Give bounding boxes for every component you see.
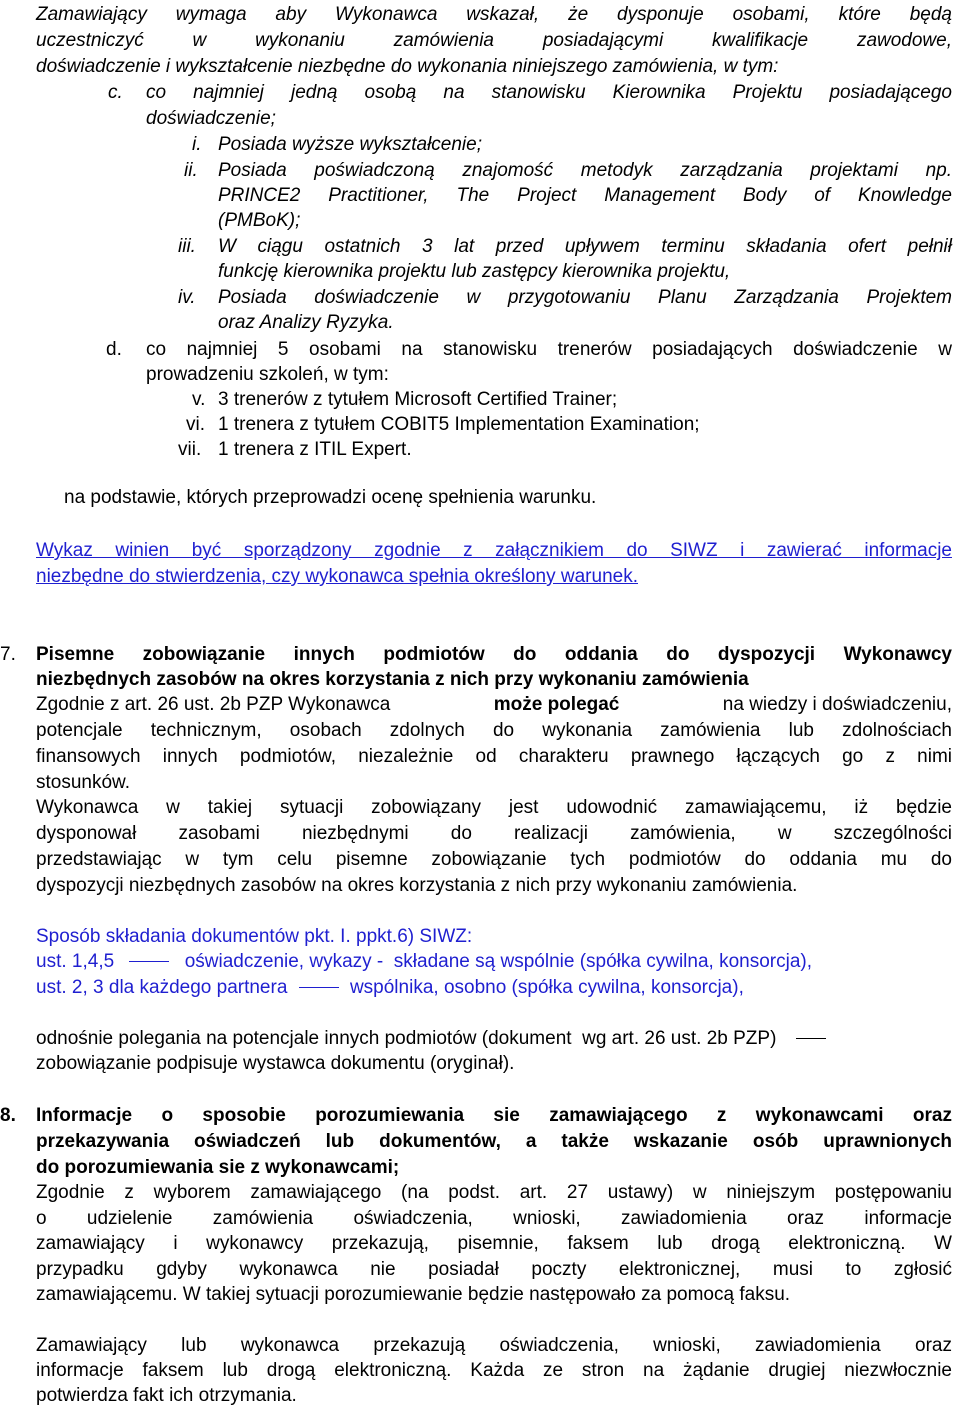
method-label: ust. 2, 3 dla każdego partnera: [36, 977, 288, 998]
paragraph-line: potwierdza fakt ich otrzymania.: [36, 1385, 297, 1406]
list-item-c: co najmniej jedną osobą na stanowisku Kierownika Projektu posiadającego: [146, 82, 952, 103]
list-marker-d: d.: [106, 339, 122, 360]
list-marker-c: c.: [108, 82, 123, 103]
dash-separator: [129, 961, 169, 962]
section-heading: niezbędnych zasobów na okres korzystania z nich przy wykonaniu zamówienia: [36, 669, 749, 690]
list-marker-iv: iv.: [178, 287, 196, 308]
list-item-iii: funkcję kierownika projektu lub zastępcy kierownika projektu,: [218, 261, 731, 282]
list-item-ii: (PMBoK);: [218, 210, 301, 231]
section-heading: Pisemne zobowiązanie innych podmiotów do oddania do dyspozycji Wykonawcy: [36, 644, 952, 665]
section-heading: przekazywania oświadczeń lub dokumentów, a także wskazanie osób uprawnionych: [36, 1131, 952, 1152]
intro-line: uczestniczyć w wykonaniu zamówienia posiadającymi kwalifikacje zawodowe,: [36, 30, 952, 51]
intro-line: Zamawiający wymaga aby Wykonawca wskazał, że dysponuje osobami, które będą: [36, 4, 952, 25]
dash-separator: [796, 1038, 826, 1039]
paragraph-line: informacje faksem lub drogą elektroniczną. Każda ze stron na żądanie drugiej niezwłocznie: [36, 1360, 952, 1381]
list-marker-i: i.: [192, 134, 202, 155]
reliance-text: odnośnie polegania na potencjale innych podmiotów (dokument wg art. 26 ust. 2b PZP): [36, 1028, 777, 1049]
list-item-vii: 1 trenera z ITIL Expert.: [218, 439, 412, 460]
list-item-v: 3 trenerów z tytułem Microsoft Certified Trainer;: [218, 389, 618, 410]
list-item-d: co najmniej 5 osobami na stanowisku trenerów posiadających doświadczenie w: [146, 339, 952, 360]
list-marker-v: v.: [192, 389, 206, 410]
paragraph-line: Zgodnie z wyborem zamawiającego (na podst. art. 27 ustawy) w niniejszym postępowaniu: [36, 1182, 952, 1203]
requirement-note: niezbędne do stwierdzenia, czy wykonawca spełnia określony warunek.: [36, 566, 638, 587]
paragraph-line: zamawiający i wykonawcy przekazują, pisemnie, faksem lub drogą elektroniczną. W: [36, 1233, 952, 1254]
reliance-line: zobowiązanie podpisuje wystawca dokumentu (oryginał).: [36, 1053, 515, 1074]
list-marker-vi: vi.: [186, 414, 205, 435]
paragraph-line: przedstawiając w tym celu pisemne zobowiązanie tych podmiotów do oddania mu do: [36, 849, 952, 870]
section-heading: Informacje o sposobie porozumiewania sie zamawiającego z wykonawcami oraz: [36, 1105, 952, 1126]
paragraph-line: Wykonawca w takiej sytuacji zobowiązany jest udowodnić zamawiającemu, iż będzie: [36, 797, 952, 818]
list-item-d: prowadzeniu szkoleń, w tym:: [146, 364, 389, 385]
list-marker-iii: iii.: [178, 236, 196, 257]
requirement-note: Wykaz winien być sporządzony zgodnie z załącznikiem do SIWZ i zawierać informacje: [36, 540, 952, 561]
paragraph-text: na wiedzy i doświadczeniu,: [717, 694, 952, 715]
list-item-c: doświadczenie;: [146, 108, 276, 129]
paragraph-line: dysponował zasobami niezbędnymi do realizacji zamówienia, w szczególności: [36, 823, 952, 844]
paragraph-line: o udzielenie zamówienia oświadczenia, wnioski, zawiadomienia oraz informacje: [36, 1208, 952, 1229]
paragraph-line: stosunków.: [36, 772, 130, 793]
paragraph-line: zamawiającemu. W takiej sytuacji porozumiewanie będzie następowało za pomocą faksu.: [36, 1284, 791, 1305]
submission-method-line: [36, 975, 744, 1001]
section-number: 7.: [0, 644, 16, 665]
submission-method-line: [36, 949, 812, 975]
method-text: oświadczenie, wykazy - składane są wspólnie (spółka cywilna, konsorcja),: [184, 951, 813, 972]
paragraph-line: dyspozycji niezbędnych zasobów na okres korzystania z nich przy wykonaniu zamówienia.: [36, 875, 798, 896]
intro-line: doświadczenie i wykształcenie niezbędne do wykonania niniejszego zamówienia, w tym:: [36, 56, 779, 77]
list-item-i: Posiada wyższe wykształcenie;: [218, 134, 482, 155]
list-item-vi: 1 trenera z tytułem COBIT5 Implementation Examination;: [218, 414, 700, 435]
reliance-line: [36, 1026, 826, 1052]
paragraph-line: finansowych innych podmiotów, niezależnie od charakteru prawnego łączących go z nimi: [36, 746, 952, 767]
method-text: wspólnika, osobno (spółka cywilna, konsorcja),: [349, 977, 744, 998]
section-number: 8.: [0, 1105, 16, 1126]
paragraph-line: Zamawiający lub wykonawca przekazują oświadczenia, wnioski, zawiadomienia oraz: [36, 1335, 952, 1356]
list-item-iv: Posiada doświadczenie w przygotowaniu Planu Zarządzania Projektem: [218, 287, 952, 308]
list-item-ii: Posiada poświadczoną znajomość metodyk zarządzania projektami np.: [218, 160, 952, 181]
section-heading: do porozumiewania sie z wykonawcami;: [36, 1157, 400, 1178]
paragraph-text: Zgodnie z art. 26 ust. 2b PZP Wykonawca: [36, 694, 396, 715]
list-item-iii: W ciągu ostatnich 3 lat przed upływem terminu składania ofert pełnił: [218, 236, 952, 257]
emphasis-text: może polegać: [493, 694, 620, 715]
list-item-iv: oraz Analizy Ryzyka.: [218, 312, 394, 333]
paragraph-line: [36, 692, 952, 718]
dash-separator: [299, 987, 339, 988]
submission-method-title: Sposób składania dokumentów pkt. I. ppkt.6) SIWZ:: [36, 926, 473, 947]
basis-text: na podstawie, których przeprowadzi ocenę spełnienia warunku.: [64, 487, 597, 508]
list-item-ii: PRINCE2 Practitioner, The Project Management Body of Knowledge: [218, 185, 952, 206]
paragraph-line: przypadku gdyby wykonawca nie posiadał poczty elektronicznej, musi to zgłosić: [36, 1259, 952, 1280]
method-label: ust. 1,4,5: [36, 951, 115, 972]
paragraph-line: potencjale technicznym, osobach zdolnych do wykonania zamówienia lub zdolnościach: [36, 720, 952, 741]
list-marker-ii: ii.: [184, 160, 198, 181]
list-marker-vii: vii.: [178, 439, 202, 460]
